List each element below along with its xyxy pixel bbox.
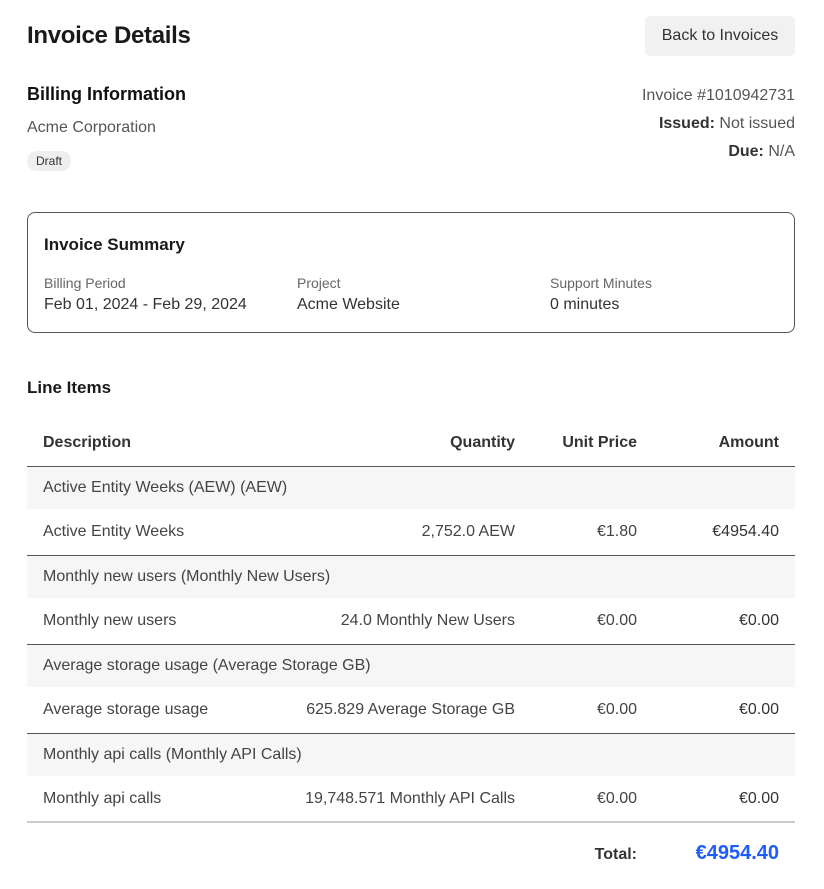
support-minutes-field [550, 275, 652, 314]
due-value: N/A [768, 143, 795, 160]
item-quantity: 625.829 Average Storage GB [262, 687, 531, 733]
item-description: Active Entity Weeks [27, 509, 262, 555]
summary-title: Invoice Summary [44, 235, 185, 254]
item-unit-price: €0.00 [531, 687, 653, 733]
field-value: Acme Website [297, 296, 400, 313]
item-amount: €4954.40 [653, 509, 795, 555]
item-description: Monthly new users [27, 598, 262, 644]
table-row [27, 509, 795, 555]
back-to-invoices-button[interactable]: Back to Invoices [645, 16, 795, 56]
item-description: Average storage usage [27, 687, 262, 733]
total-label: Total: [594, 846, 637, 863]
status-badge: Draft [27, 151, 71, 171]
group-row [27, 644, 795, 687]
field-value: Feb 01, 2024 - Feb 29, 2024 [44, 296, 247, 313]
col-amount: Amount [653, 420, 795, 466]
field-label: Project [297, 275, 341, 291]
item-amount: €0.00 [653, 687, 795, 733]
group-name: Monthly new users (Monthly New Users) [27, 555, 795, 598]
total-value: €4954.40 [695, 842, 779, 864]
billing-heading: Billing Information [27, 84, 186, 104]
issued-value: Not issued [719, 115, 795, 132]
billing-period-field [44, 275, 247, 314]
item-unit-price: €1.80 [531, 509, 653, 555]
field-value: 0 minutes [550, 296, 620, 313]
col-quantity: Quantity [262, 420, 531, 466]
item-amount: €0.00 [653, 598, 795, 644]
col-unit-price: Unit Price [531, 420, 653, 466]
item-unit-price: €0.00 [531, 776, 653, 822]
field-label: Billing Period [44, 275, 126, 291]
group-row [27, 466, 795, 509]
invoice-number: Invoice #1010942731 [641, 87, 795, 104]
group-row [27, 733, 795, 776]
item-unit-price: €0.00 [531, 598, 653, 644]
table-row [27, 776, 795, 822]
due-label: Due: [728, 143, 764, 160]
company-name: Acme Corporation [27, 119, 156, 136]
col-description: Description [27, 420, 262, 466]
item-description: Monthly api calls [27, 776, 262, 822]
table-row [27, 598, 795, 644]
group-name: Average storage usage (Average Storage GB) [27, 644, 795, 687]
item-quantity: 24.0 Monthly New Users [262, 598, 531, 644]
group-name: Active Entity Weeks (AEW) (AEW) [27, 466, 795, 509]
line-items-table [27, 420, 795, 823]
line-items-heading: Line Items [27, 378, 112, 397]
issued-label: Issued: [658, 115, 715, 132]
project-field [297, 275, 400, 314]
table-row [27, 687, 795, 733]
invoice-summary-card [27, 212, 795, 333]
item-quantity: 19,748.571 Monthly API Calls [262, 776, 531, 822]
item-quantity: 2,752.0 AEW [262, 509, 531, 555]
field-label: Support Minutes [550, 275, 652, 291]
page-title: Invoice Details [27, 22, 191, 49]
item-amount: €0.00 [653, 776, 795, 822]
invoice-meta [642, 82, 795, 166]
group-row [27, 555, 795, 598]
group-name: Monthly api calls (Monthly API Calls) [27, 733, 795, 776]
